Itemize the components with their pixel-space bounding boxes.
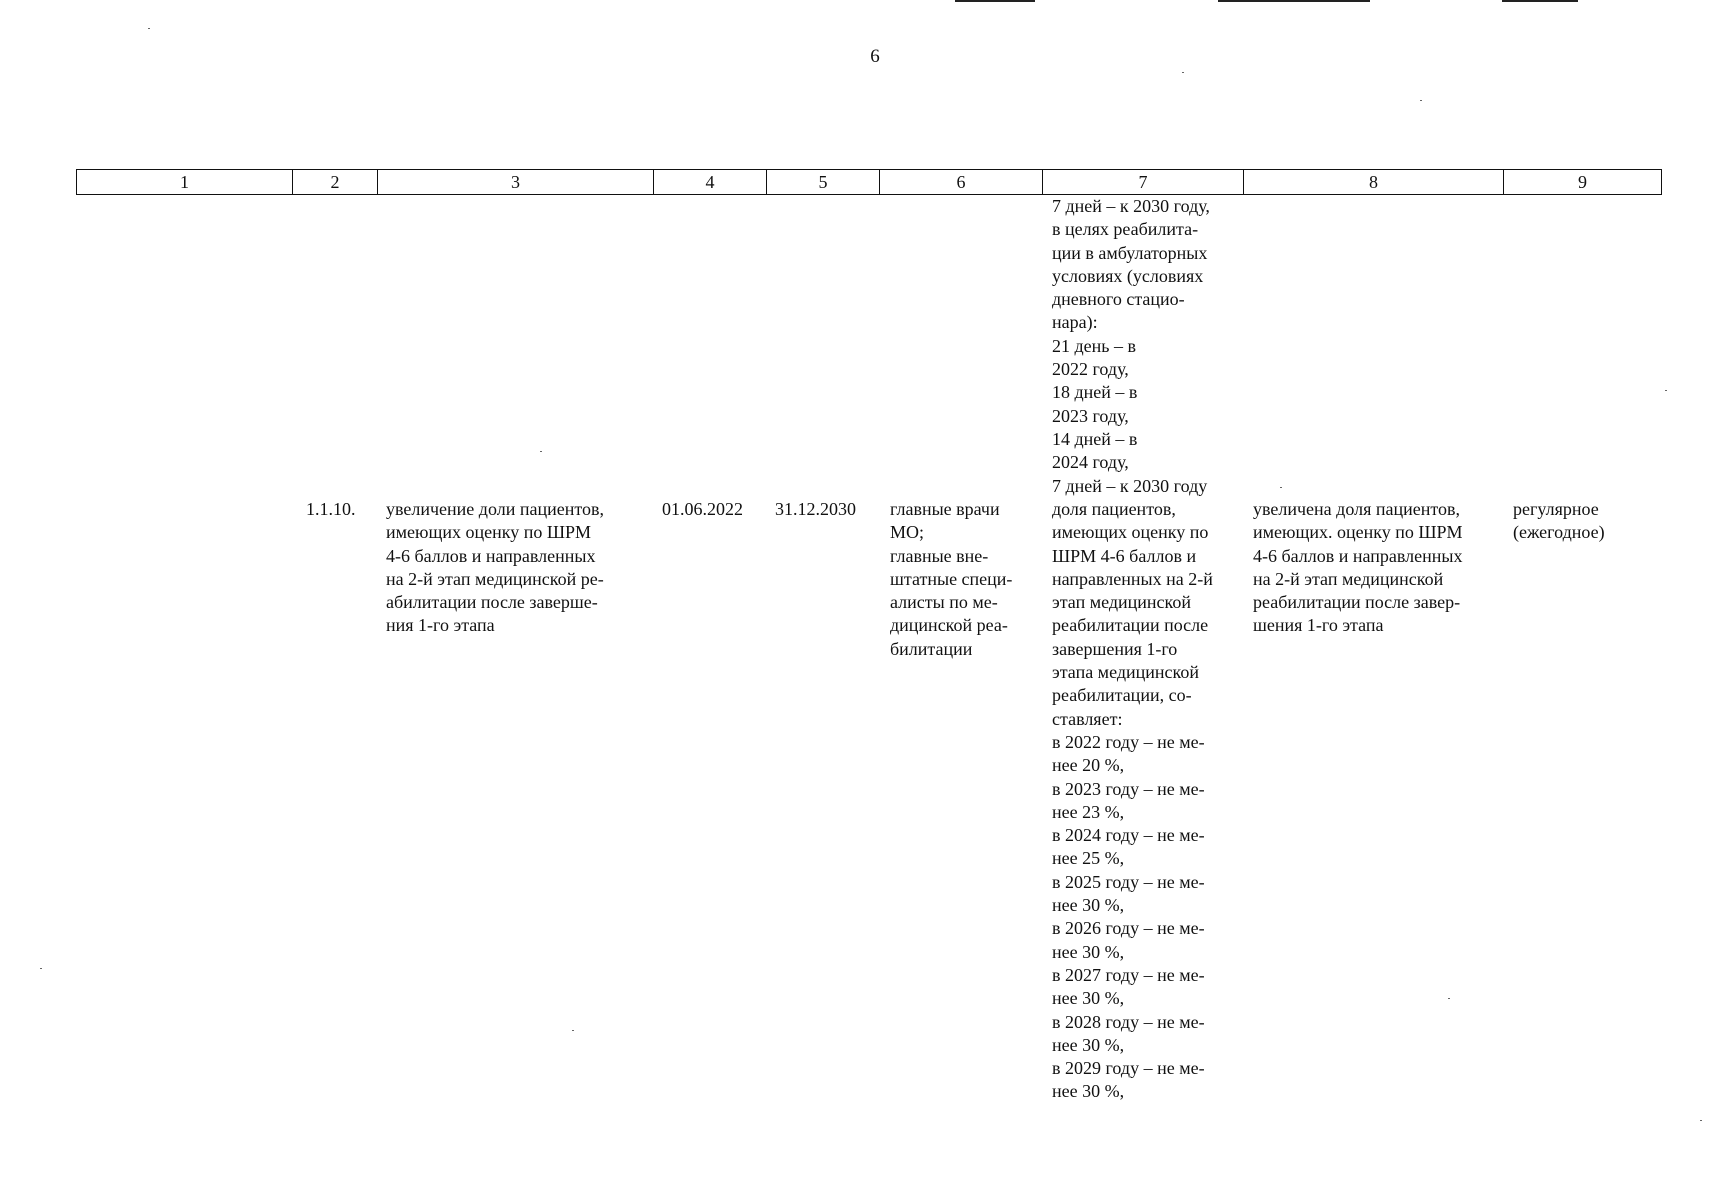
column-header-5: 5 — [767, 170, 880, 195]
table-header-row — [76, 169, 1662, 195]
reporting-periodicity: регулярное (ежегодное) — [1513, 499, 1605, 543]
indicator-continuation: 7 дней – к 2030 году, в целях реабилита- ции в амбулаторных условиях (условиях дневного стацио- нара): 21 день – в 2022 году, 18 дней – в 2023 году, 14 дней – в 2024 году, 7 дней – к 2030 году — [1052, 196, 1210, 496]
column-header-9: 9 — [1504, 170, 1662, 195]
column-header-6: 6 — [880, 170, 1043, 195]
activity-name: увеличение доли пациентов, имеющих оценку по ШРМ 4-6 баллов и направленных на 2-й этап медицинской ре- абилитации после заверше- ния 1-го этапа — [386, 499, 604, 636]
responsible-persons: главные врачи МО; главные вне- штатные специ- алисты по ме- дицинской реа- билитации — [890, 499, 1013, 659]
column-header-4: 4 — [654, 170, 767, 195]
page-number: 6 — [870, 46, 880, 67]
expected-result: увеличена доля пациентов, имеющих. оценку по ШРМ 4-6 баллов и направленных на 2-й этап медицинской реабилитации после завер- шения 1-го этапа — [1253, 499, 1463, 636]
row-number: 1.1.10. — [306, 499, 356, 519]
target-indicator: доля пациентов, имеющих оценку по ШРМ 4-6 баллов и направленных на 2-й этап медицинской реабилитации после завершения 1-го этапа медицинской реабилитации, со- ставляет: в 2022 году – не ме- нее 20 %, в 2023 году – не ме- нее 23 %, в 2024 году – не ме- нее 25 %, в 2025 году – не ме- нее 30 %, в 2026 году – не ме- нее 30 %, в 2027 году – не ме- нее 30 %, в 2028 году – не ме- нее 30 %, в 2029 году – не ме- нее 30 %, — [1052, 499, 1213, 1102]
start-date: 01.06.2022 — [662, 499, 743, 519]
column-header-8: 8 — [1244, 170, 1504, 195]
column-header-2: 2 — [293, 170, 378, 195]
end-date: 31.12.2030 — [775, 499, 856, 519]
column-header-3: 3 — [378, 170, 654, 195]
column-header-7: 7 — [1043, 170, 1244, 195]
column-header-1: 1 — [77, 170, 293, 195]
